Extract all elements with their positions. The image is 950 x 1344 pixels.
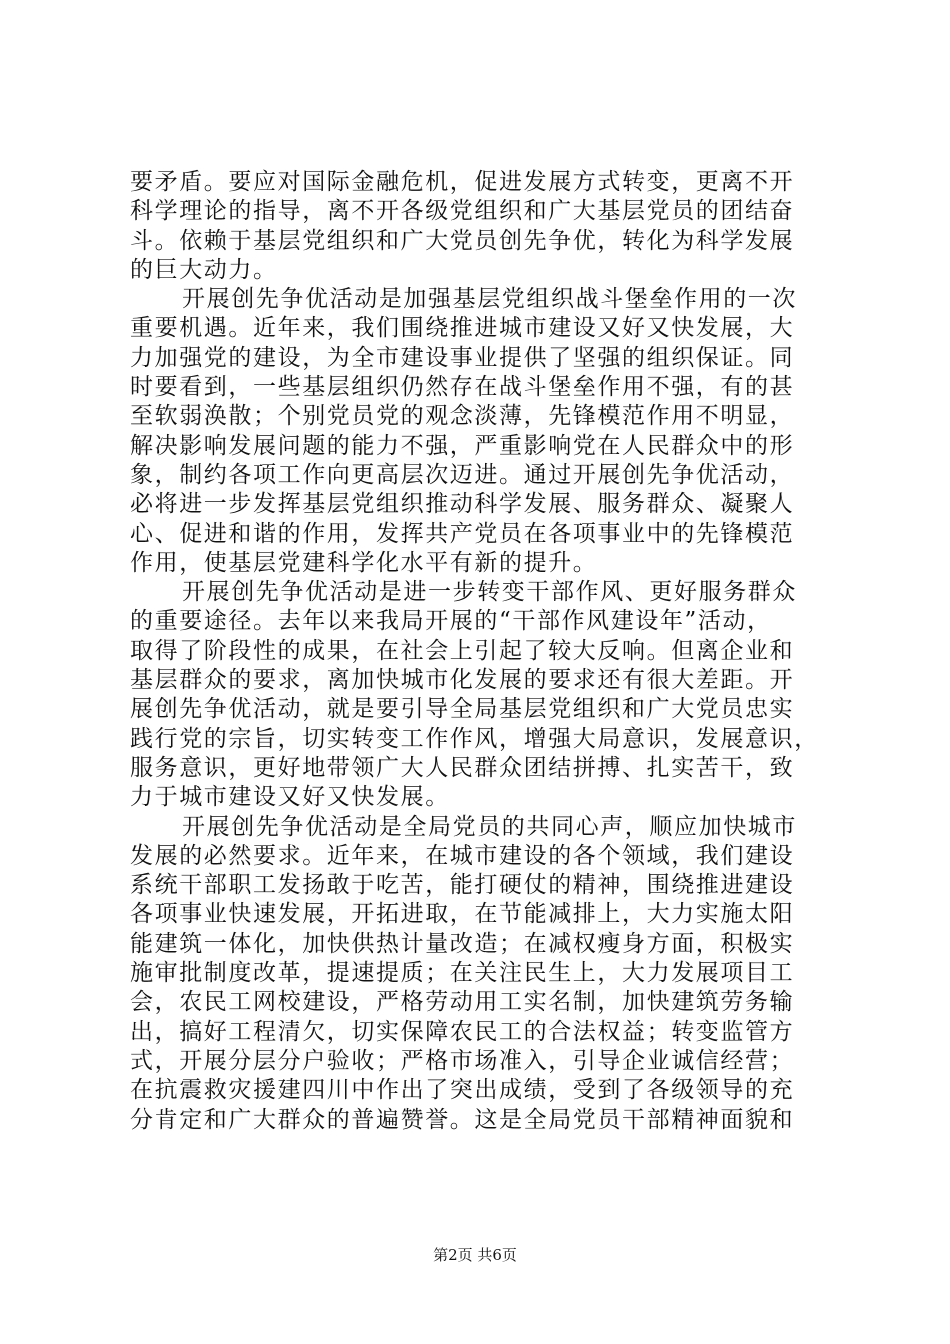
text-line: 作用，使基层党建科学化水平有新的提升。 [130,549,598,576]
text-line: 基层群众的要求，离加快城市化发展的要求还有很大差距。开 [130,667,795,694]
text-line: 会，农民工网校建设，严格劳动用工实名制，加快建筑劳务输 [130,989,795,1016]
text-line: 式，开展分层分户验收；严格市场准入，引导企业诚信经营； [130,1047,795,1074]
text-line: 象，制约各项工作向更高层次迈进。通过开展创先争优活动， [130,461,795,488]
text-line: 服务意识，更好地带领广大人民群众团结拼搏、扎实苦干，致 [130,754,795,781]
text-line: 发展的必然要求。近年来，在城市建设的各个领域，我们建设 [130,842,795,869]
text-line: 的巨大动力。 [130,256,278,283]
text-line: 展创先争优活动，就是要引导全局基层党组织和广大党员忠实 [130,696,795,723]
text-line: 要矛盾。要应对国际金融危机，促进发展方式转变，更离不开 [130,169,795,195]
text-line: 斗。依赖于基层党组织和广大党员创先争优，转化为科学发展 [130,227,795,254]
text-line: 系统干部职工发扬敢于吃苦，能打硬仗的精神，围绕推进建设 [130,872,795,899]
page-number-footer: 第2页 共6页 [433,1246,517,1264]
paragraph-first-line: 开展创先争优活动是加强基层党组织战斗堡垒作用的一次 [182,286,797,313]
text-line: 心、促进和谐的作用，发挥共产党员在各项事业中的先锋模范 [130,520,795,547]
text-line: 科学理论的指导，离不开各级党组织和广大基层党员的团结奋 [130,198,795,225]
text-line: 力加强党的建设，为全市建设事业提供了坚强的组织保证。同 [130,344,795,371]
text-line: 能建筑一体化，加快供热计量改造；在减权瘦身方面，积极实 [130,930,795,957]
text-line: 各项事业快速发展，开拓进取，在节能减排上，大力实施太阳 [130,901,795,928]
text-line: 力于城市建设又好又快发展。 [130,784,450,811]
paragraph-first-line: 开展创先争优活动是全局党员的共同心声，顺应加快城市 [182,813,797,840]
text-line: 解决影响发展问题的能力不强，严重影响党在人民群众中的形 [130,432,795,459]
text-line: 取得了阶段性的成果，在社会上引起了较大反响。但离企业和 [130,637,795,664]
paragraph-first-line: 开展创先争优活动是进一步转变干部作风、更好服务群众 [182,579,797,606]
text-line: 时要看到，一些基层组织仍然存在战斗堡垒作用不强，有的甚 [130,374,795,401]
text-line: 的重要途径。去年以来我局开展的“干部作风建设年”活动， [130,608,772,635]
text-line: 出，搞好工程清欠，切实保障农民工的合法权益；转变监管方 [130,1018,795,1045]
text-line: 践行党的宗旨，切实转变工作作风，增强大局意识，发展意识， [130,725,819,752]
text-line: 施审批制度改革，提速提质；在关注民生上，大力发展项目工 [130,960,795,987]
text-line: 分肯定和广大群众的普遍赞誉。这是全局党员干部精神面貌和 [130,1106,795,1133]
document-body [130,168,830,1135]
text-line: 必将进一步发挥基层党组织推动科学发展、服务群众、凝聚人 [130,491,795,518]
text-line: 重要机遇。近年来，我们围绕推进城市建设又好又快发展，大 [130,315,795,342]
text-line: 至软弱涣散；个别党员党的观念淡薄，先锋模范作用不明显， [130,403,795,430]
text-line: 在抗震救灾援建四川中作出了突出成绩，受到了各级领导的充 [130,1077,795,1104]
